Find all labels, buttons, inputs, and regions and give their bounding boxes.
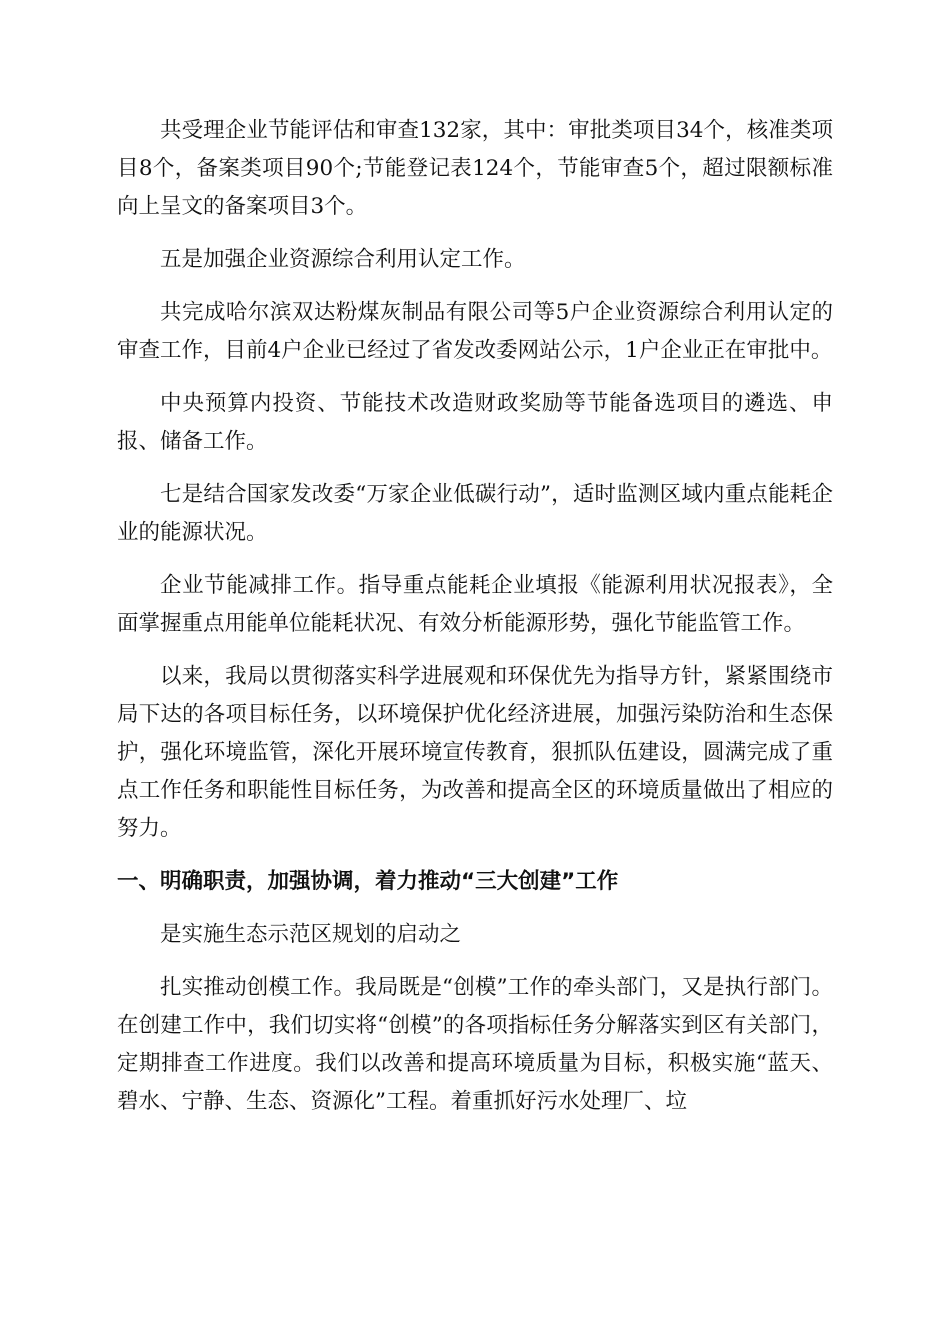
paragraph-eco-plan-start: 是实施生态示范区规划的启动之 [160, 922, 462, 947]
paragraph-item-seven: 七是结合国家发改委“万家企业低碳行动”，适时监测区域内重点能耗企业的能源状况。 [117, 482, 833, 545]
paragraph-central-budget: 中央预算内投资、节能技术改造财政奖励等节能备选项目的遴选、申报、储备工作。 [117, 391, 833, 454]
paragraph-resource-utilization: 共完成哈尔滨双达粉煤灰制品有限公司等5户企业资源综合利用认定的审查工作，目前4户企业已经过了省发改委网站公示，1户企业正在审批中。 [117, 300, 833, 363]
section-heading: 一、明确职责，加强协调，着力推动“三大创建”工作 [117, 869, 619, 894]
paragraph-energy-saving-work: 企业节能减排工作。指导重点能耗企业填报《能源利用状况报表》，全面掌握重点用能单位能耗状况、有效分析能源形势，强化节能监管工作。 [117, 573, 833, 636]
paragraph-model-creation: 扎实推动创模工作。我局既是“创模”工作的牵头部门，又是执行部门。在创建工作中，我们切实将“创模”的各项指标任务分解落实到区有关部门，定期排查工作进度。我们以改善和提高环境质量为目标，积极实施“蓝天、碧水、宁静、生态、资源化”工程。着重抓好污水处理厂、垃 [117, 975, 833, 1114]
paragraph-enterprise-energy-review: 共受理企业节能评估和审查132家，其中：审批类项目34个，核准类项目8个，备案类项目90个;节能登记表124个，节能审查5个，超过限额标准向上呈文的备案项目3个。 [117, 118, 833, 219]
document-body [117, 112, 833, 1136]
paragraph-item-five: 五是加强企业资源综合利用认定工作。 [160, 247, 526, 272]
paragraph-bureau-summary: 以来，我局以贯彻落实科学进展观和环保优先为指导方针，紧紧围绕市局下达的各项目标任务，以环境保护优化经济进展，加强污染防治和生态保护，强化环境监管，深化开展环境宣传教育，狠抓队伍建设，圆满完成了重点工作任务和职能性目标任务，为改善和提高全区的环境质量做出了相应的努力。 [117, 664, 833, 841]
